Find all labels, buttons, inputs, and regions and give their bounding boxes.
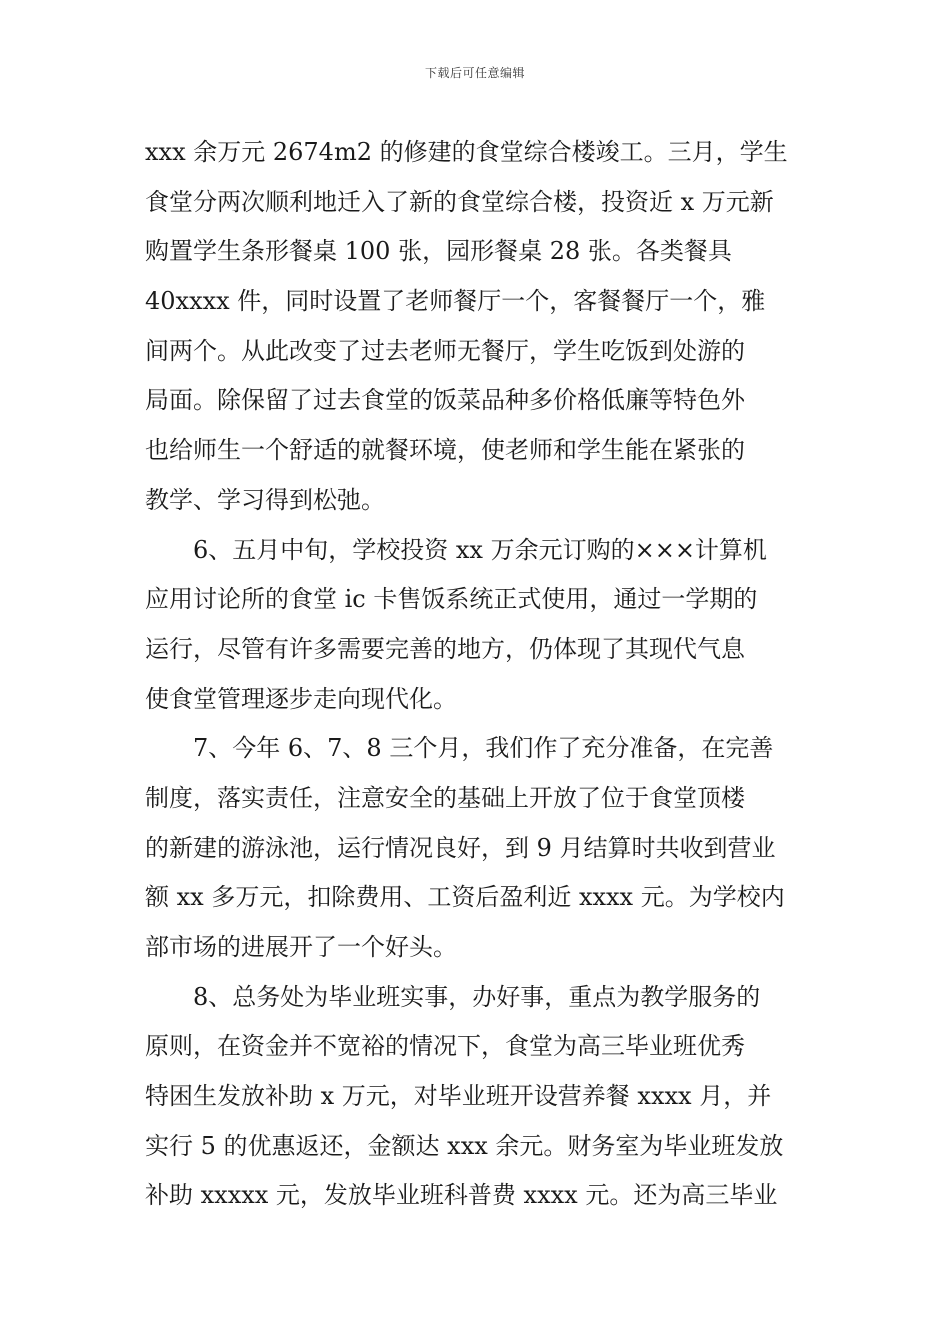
text-line: 制度，落实责任，注意安全的基础上开放了位于食堂顶楼 [145,783,745,812]
text-line: 部市场的进展开了一个好头。 [145,933,457,961]
text-line: 40xxxx 件，同时设置了老师餐厅一个，客餐餐厅一个，雅 [145,287,766,316]
text-line: 食堂分两次顺利地迁入了新的食堂综合楼，投资近 x 万元新 [145,187,774,216]
text-line: 购置学生条形餐桌 100 张，园形餐桌 28 张。各类餐具 [145,237,732,266]
text-line: 教学、学习得到松弛。 [145,485,385,514]
text-line: 的新建的游泳池，运行情况良好，到 9 月结算时共收到营业 [145,833,776,862]
text-line: 7、今年 6、7、8 三个月，我们作了充分准备，在完善 [193,734,774,763]
text-line: 6、五月中旬，学校投资 xx 万余元订购的×××计算机 [193,535,767,564]
text-line: 间两个。从此改变了过去老师无餐厅，学生吃饭到处游的 [145,336,745,365]
text-line: 原则，在资金并不宽裕的情况下，食堂为高三毕业班优秀 [145,1032,745,1061]
text-line: 运行，尽管有许多需要完善的地方，仍体现了其现代气息 [145,634,745,663]
text-line: 使食堂管理逐步走向现代化。 [145,684,457,713]
page-header: 下载后可任意编辑 [424,66,525,80]
text-line: 8、总务处为毕业班实事，办好事，重点为教学服务的 [193,982,761,1011]
text-line: 局面。除保留了过去食堂的饭菜品种多价格低廉等特色外 [145,386,745,415]
text-line: 特困生发放补助 x 万元，对毕业班开设营养餐 xxxx 月，并 [145,1082,772,1111]
text-line: 也给师生一个舒适的就餐环境，使老师和学生能在紧张的 [145,436,745,465]
text-line: 补助 xxxxx 元，发放毕业班科普费 xxxx 元。还为高三毕业 [145,1181,778,1210]
document-body [145,128,810,1221]
text-line: 应用讨论所的食堂 ic 卡售饭系统正式使用，通过一学期的 [145,585,758,614]
text-line: xxx 余万元 2674m2 的修建的食堂综合楼竣工。三月，学生 [145,138,788,166]
text-line: 额 xx 多万元，扣除费用、工资后盈利近 xxxx 元。为学校内 [145,883,785,912]
text-line: 实行 5 的优惠返还，金额达 xxx 余元。财务室为毕业班发放 [145,1131,784,1160]
